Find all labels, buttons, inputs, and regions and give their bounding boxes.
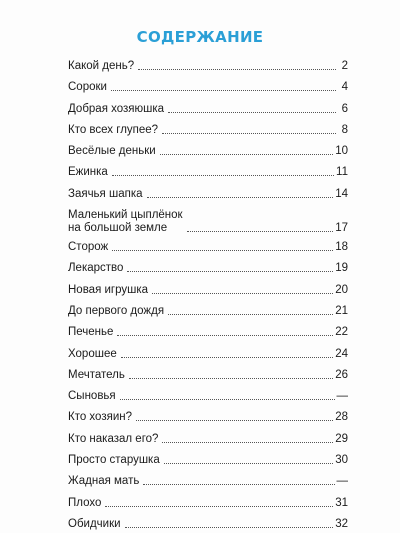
dot-leader [152,293,333,294]
entry-title: Добрая хозяюшка [68,102,165,115]
toc-entry [68,188,348,201]
toc-entry [68,305,348,318]
entry-page-number: 29 [335,432,348,445]
dot-leader [162,442,333,443]
entry-page-number: 22 [335,326,348,339]
entry-title: Хорошее [68,347,117,360]
entry-page-number: 26 [335,368,348,381]
entry-title: Ежинка [68,166,108,179]
entry-title: Жадная мать [68,475,140,488]
dot-leader [121,357,333,358]
entry-page-number: 4 [341,81,348,94]
toc-entry [68,284,348,297]
dot-leader [187,231,334,232]
toc-entry [68,348,348,361]
entry-page-number: 10 [335,145,348,158]
entry-title: Кто наказал его? [68,432,159,445]
entry-page-number: 14 [335,187,348,200]
toc-entry [68,81,348,94]
entry-title: Сороки [68,81,107,94]
entry-page-number: 31 [335,496,348,509]
toc-entry [68,60,348,73]
toc-entry [68,124,348,137]
toc-entry [68,369,348,382]
toc-entry [68,209,348,235]
entry-page-number: 6 [341,102,348,115]
dot-leader [112,250,333,251]
entry-title: Лекарство [68,262,124,275]
entry-title: Просто старушка [68,454,160,467]
entry-title: Плохо [68,496,102,509]
entry-page-number: — [336,390,348,403]
dot-leader [164,463,333,464]
entry-page-number: 24 [335,347,348,360]
entry-title: Обидчики [68,517,121,530]
dot-leader [105,506,333,507]
toc-entry [68,241,348,254]
entry-page-number: 18 [335,241,348,254]
toc-entry [68,518,348,531]
entry-title: Сторож [68,241,109,254]
dot-leader [129,378,333,379]
entry-page-number: 11 [336,166,348,179]
entry-title: Заячья шапка [68,187,143,200]
toc-entry [68,326,348,339]
dot-leader [127,271,333,272]
dot-leader [136,420,333,421]
dot-leader [120,399,335,400]
entry-page-number: 8 [341,123,348,136]
toc-entry [68,145,348,158]
toc-entry [68,262,348,275]
toc-entry [68,103,348,116]
entry-page-number: 20 [335,283,348,296]
entry-title: Мечтатель [68,368,125,381]
entry-title: Какой день? [68,60,135,72]
toc-entry [68,390,348,403]
entry-title: До первого дождя [68,304,165,317]
entry-page-number: 17 [335,222,348,235]
entry-page-number: 21 [335,304,348,317]
entry-title: Весёлые деньки [68,145,156,158]
table-of-contents [68,60,348,539]
entry-title: Кто хозяин? [68,411,132,424]
dot-leader [168,314,333,315]
entry-title: Сыновья [68,390,116,403]
dot-leader [162,133,336,134]
dot-leader [147,197,334,198]
toc-entry [68,411,348,424]
dot-leader [168,112,336,113]
entry-page-number: 32 [335,517,348,530]
entry-page-number: 28 [335,411,348,424]
entry-title: Кто всех глупее? [68,123,159,136]
dot-leader [143,484,334,485]
page-title: СОДЕРЖАНИЕ [136,28,264,46]
dot-leader [112,175,334,176]
toc-entry [68,454,348,467]
toc-entry [68,166,348,179]
dot-leader [160,154,334,155]
toc-entry [68,497,348,510]
toc-entry [68,433,348,446]
dot-leader [125,527,334,528]
entry-page-number: 30 [335,454,348,467]
entry-page-number: — [336,475,348,488]
entry-page-number: 19 [335,262,348,275]
entry-title: Новая игрушка [68,283,149,296]
dot-leader [117,335,333,336]
dot-leader [138,69,336,70]
dot-leader [111,90,336,91]
entry-title: Печенье [68,326,114,339]
entry-title: Маленький цыплёнок на большой земле [68,209,183,235]
toc-entry [68,475,348,488]
entry-page-number: 2 [341,60,348,72]
